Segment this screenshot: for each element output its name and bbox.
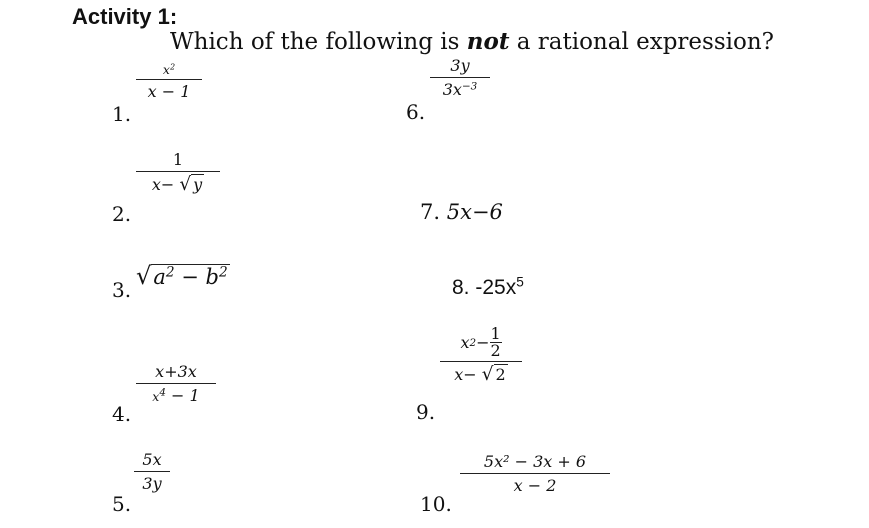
item-1-numerator xyxy=(136,62,202,77)
item-1-numer-base: x xyxy=(162,62,170,77)
item-9-half-top: 1 xyxy=(490,324,501,343)
item-4-bar xyxy=(136,383,216,384)
item-3-label: 3. xyxy=(112,278,132,302)
item-9-radicand: 2 xyxy=(495,365,506,384)
item-3-expression xyxy=(136,262,230,290)
item-5-denominator: 3y xyxy=(142,474,162,493)
question-text xyxy=(170,28,774,55)
item-2-radicand: y xyxy=(193,175,203,194)
item-2-bar xyxy=(136,171,220,172)
item-9-numerator: x 2 − 1 2 xyxy=(460,324,501,360)
item-4-denom-rest: − 1 xyxy=(165,386,200,405)
item-6-bar xyxy=(430,77,490,78)
question-post: a rational expression? xyxy=(509,29,774,55)
item-3-sqrt: $√a^2 - b^2$ xyxy=(136,262,228,290)
item-9-denominator xyxy=(440,364,522,385)
item-10-denominator: x − 2 xyxy=(513,476,557,495)
item-10-label: 10. xyxy=(420,492,452,516)
question-emphasis: not xyxy=(466,28,510,55)
item-2-denom-pre: x− xyxy=(151,175,180,194)
item-8-exp: 5 xyxy=(516,274,524,290)
item-4-fraction xyxy=(136,362,216,405)
item-2-fraction xyxy=(136,150,220,195)
item-6-denominator xyxy=(430,80,490,99)
activity-title: Activity 1: xyxy=(72,4,178,29)
item-8-expression xyxy=(452,276,524,300)
question-pre: Which of the following is xyxy=(170,29,467,55)
item-7-label: 7. xyxy=(420,200,441,224)
item-3-a-exp: 2 xyxy=(165,264,175,281)
item-8-label: 8. xyxy=(452,276,470,299)
item-6-fraction xyxy=(430,56,490,99)
item-1-denominator: x − 1 xyxy=(147,82,191,101)
item-9-denom-pre: x− xyxy=(454,365,482,384)
item-9-numer-x: x xyxy=(460,333,470,352)
item-7-expr: 5x−6 xyxy=(446,200,503,224)
item-5-bar xyxy=(134,471,170,472)
item-9-fraction xyxy=(440,326,522,385)
item-3-b-exp: 2 xyxy=(219,264,228,281)
item-1-numer-exp: 2 xyxy=(169,61,176,72)
item-3-a: a xyxy=(153,265,166,289)
item-9-label: 9. xyxy=(416,400,436,424)
item-9-half xyxy=(490,326,502,359)
item-6-numerator: 3y xyxy=(450,56,470,75)
item-4-label: 4. xyxy=(112,402,132,426)
item-10-bar xyxy=(460,473,610,474)
item-4-denom-x: x xyxy=(152,389,160,404)
item-2-denominator xyxy=(136,174,220,195)
item-10-numerator: 5x² − 3x + 6 xyxy=(483,452,587,471)
item-5-label: 5. xyxy=(112,492,132,516)
item-9-half-bottom: 2 xyxy=(490,341,501,360)
item-10-fraction xyxy=(460,452,610,495)
item-8-expr: -25x xyxy=(475,276,517,299)
item-4-numerator: x+3x xyxy=(155,362,197,381)
item-6-denom-exp: −3 xyxy=(461,80,478,93)
item-2-sqrt: √ y xyxy=(179,174,203,195)
item-1-label: 1. xyxy=(112,102,132,126)
item-9-numer-minus: − xyxy=(476,333,490,352)
item-4-denominator xyxy=(136,386,216,405)
item-4-denom-exp: 4 xyxy=(159,386,166,399)
item-9-bar xyxy=(440,361,522,362)
item-7-expression xyxy=(420,200,503,224)
item-1-bar xyxy=(136,79,202,80)
item-2-label: 2. xyxy=(112,202,132,226)
item-2-numerator: 1 xyxy=(172,150,184,169)
item-1-fraction xyxy=(136,62,202,101)
item-6-label: 6. xyxy=(406,100,426,124)
item-5-fraction xyxy=(134,450,170,493)
item-6-denom-base: 3x xyxy=(442,80,462,99)
item-5-numerator: 5x xyxy=(142,450,162,469)
item-9-sqrt: √ 2 xyxy=(481,364,506,385)
item-3-minus-b: − b xyxy=(174,265,219,289)
